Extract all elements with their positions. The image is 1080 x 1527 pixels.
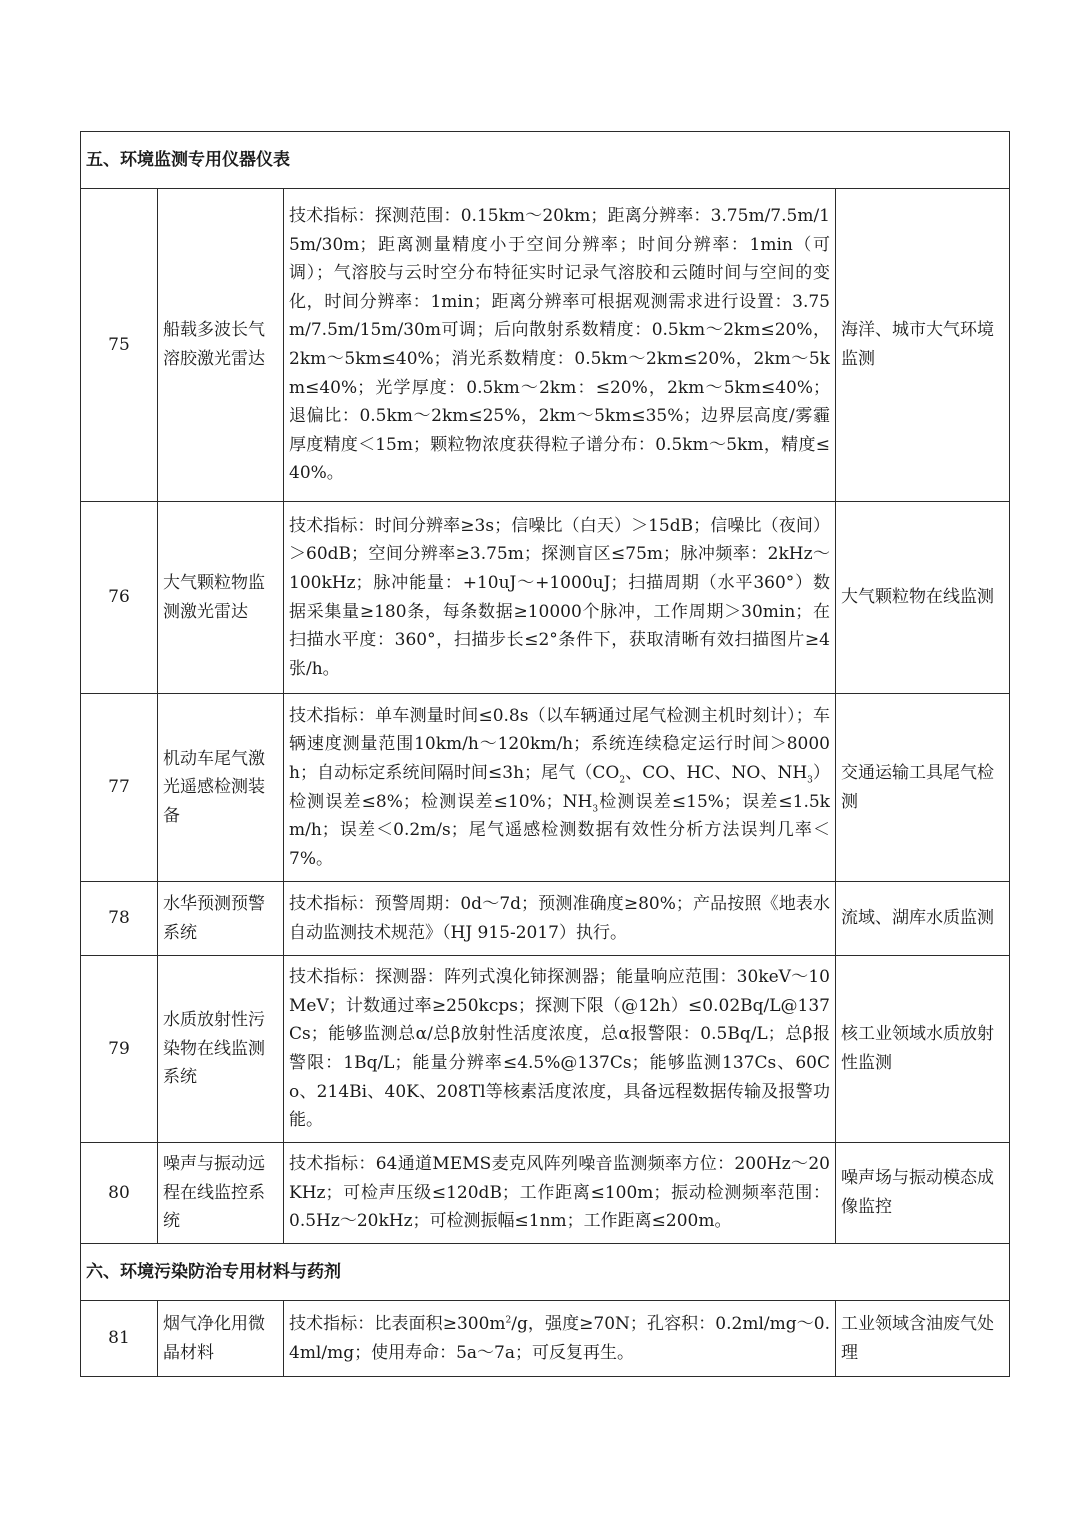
item-spec: [284, 1301, 836, 1377]
item-application: 海洋、城市大气环境监测: [836, 189, 1010, 502]
table-row: [81, 694, 1010, 882]
item-application: 流域、湖库水质监测: [836, 882, 1010, 956]
item-application: 大气颗粒物在线监测: [836, 502, 1010, 694]
subscript: 3: [592, 803, 599, 814]
item-number: 77: [81, 694, 158, 882]
table-row: [81, 1301, 1010, 1377]
item-application: 工业领域含油废气处理: [836, 1301, 1010, 1377]
item-number: 78: [81, 882, 158, 956]
item-spec: [284, 694, 836, 882]
item-number: 80: [81, 1143, 158, 1244]
section-row: [81, 1244, 1010, 1301]
item-spec: 技术指标：预警周期：0d～7d；预测准确度≥80%；产品按照《地表水自动监测技术规范》（HJ 915-2017）执行。: [284, 882, 836, 956]
table-row: [81, 1143, 1010, 1244]
section-heading: 六、环境污染防治专用材料与药剂: [81, 1244, 1010, 1301]
item-spec: 技术指标：探测器：阵列式溴化铈探测器；能量响应范围：30keV～10MeV；计数通过率≥250kcps；探测下限（@12h）≤0.02Bq/L@137Cs；能够监测总α/总β放射性活度浓度，总α报警限：0.5Bq/L；总β报警限：1Bq/L；能量分辨率≤4.5%@137Cs；能够监测137Cs、60Co、214Bi、40K、208Tl等核素活度浓度，具备远程数据传输及报警功能。: [284, 956, 836, 1143]
item-name: 噪声与振动远程在线监控系统: [158, 1143, 284, 1244]
item-number: 75: [81, 189, 158, 502]
subscript: 2: [619, 775, 626, 786]
item-application: 核工业领域水质放射性监测: [836, 956, 1010, 1143]
table-row: [81, 882, 1010, 956]
equipment-table: [80, 131, 1010, 1377]
spec-text: /g，强度≥70N；孔容积：0.2ml/mg～0.4ml/mg；使用寿命：5a～7a；可反复再生。: [289, 1313, 831, 1363]
item-name: 机动车尾气激光遥感检测装备: [158, 694, 284, 882]
table-row: [81, 502, 1010, 694]
spec-text: 技术指标：比表面积≥300m: [289, 1313, 506, 1334]
spec-text: 、CO、HC、NO、NH: [625, 762, 808, 783]
table-row: [81, 956, 1010, 1143]
item-name: 船载多波长气溶胶激光雷达: [158, 189, 284, 502]
item-name: 水华预测预警系统: [158, 882, 284, 956]
item-name: 烟气净化用微晶材料: [158, 1301, 284, 1377]
item-application: 噪声场与振动模态成像监控: [836, 1143, 1010, 1244]
item-spec: 技术指标：64通道MEMS麦克风阵列噪音监测频率方位：200Hz～20KHz；可检声压级≤120dB；工作距离≤100m；振动检测频率范围：0.5Hz～20kHz；可检测振幅≤1nm；工作距离≤200m。: [284, 1143, 836, 1244]
item-name: 水质放射性污染物在线监测系统: [158, 956, 284, 1143]
spec-text: 检测误差≤15%；误差≤1.5km/h；误差＜0.2m/s；尾气遥感检测数据有效性分析方法误判几率＜7%。: [289, 791, 830, 869]
section-heading: 五、环境监测专用仪器仪表: [81, 132, 1010, 189]
item-name: 大气颗粒物监测激光雷达: [158, 502, 284, 694]
table-row: [81, 189, 1010, 502]
section-row: [81, 132, 1010, 189]
item-number: 79: [81, 956, 158, 1143]
spec-text: ）检测误差≤8%；检测误差≤10%；NH: [289, 762, 831, 812]
item-spec: 技术指标：探测范围：0.15km～20km；距离分辨率：3.75m/7.5m/15m/30m；距离测量精度小于空间分辨率；时间分辨率：1min（可调）；气溶胶与云时空分布特征实时记录气溶胶和云随时间与空间的变化，时间分辨率：1min；距离分辨率可根据观测需求进行设置：3.75m/7.5m/15m/30m可调；后向散射系数精度：0.5km～2km≤20%，2km～5km≤40%；消光系数精度：0.5km～2km≤20%，2km～5km≤40%；光学厚度：0.5km～2km：≤20%，2km～5km≤40%；退偏比：0.5km～2km≤25%，2km～5km≤35%；边界层高度/雾霾厚度精度＜15m；颗粒物浓度获得粒子谱分布：0.5km～5km，精度≤40%。: [284, 189, 836, 502]
item-number: 76: [81, 502, 158, 694]
item-spec: 技术指标：时间分辨率≥3s；信噪比（白天）＞15dB；信噪比（夜间）＞60dB；空间分辨率≥3.75m；探测盲区≤75m；脉冲频率：2kHz～100kHz；脉冲能量：+10uJ～+1000uJ；扫描周期（水平360°）数据采集量≥180条，每条数据≥10000个脉冲，工作周期＞30min；在扫描水平度：360°，扫描步长≤2°条件下，获取清晰有效扫描图片≥4张/h。: [284, 502, 836, 694]
item-number: 81: [81, 1301, 158, 1377]
subscript: 3: [807, 775, 813, 786]
superscript: 2: [505, 1315, 512, 1326]
item-application: 交通运输工具尾气检测: [836, 694, 1010, 882]
spec-text: 技术指标：单车测量时间≤0.8s（以车辆通过尾气检测主机时刻计）；车辆速度测量范围10km/h～120km/h；系统连续稳定运行时间＞8000h；自动标定系统间隔时间≤3h；尾气（CO: [289, 705, 830, 783]
